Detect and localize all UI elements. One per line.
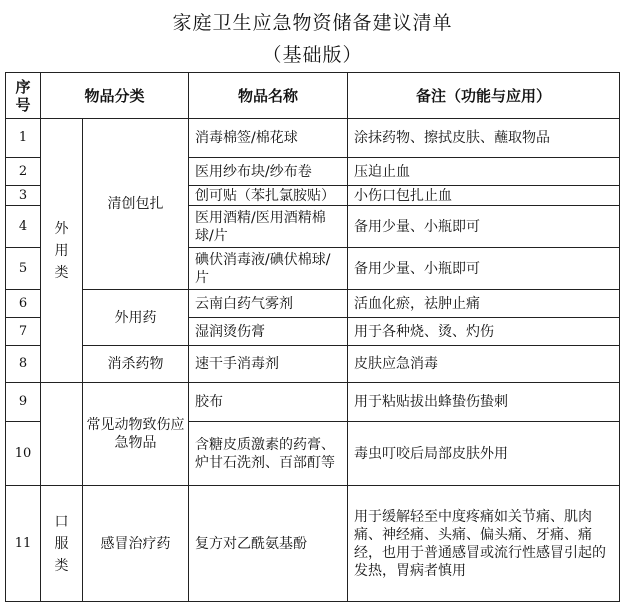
table-row [6,486,620,602]
item-remark: 用于各种烧、烫、灼伤 [348,318,620,346]
document-subtitle: （基础版） [262,44,363,66]
item-remark: 皮肤应急消毒 [348,346,620,383]
table-row [6,383,620,422]
item-remark: 活血化瘀，祛肿止痛 [348,290,620,318]
item-remark: 备用少量、小瓶即可 [348,248,620,290]
item-name: 含糖皮质激素的药膏、炉甘石洗剂、百部酊等 [189,422,348,486]
item-name: 胶布 [189,383,348,422]
header-name: 物品名称 [189,73,348,119]
header-seq: 序 号 [6,73,41,119]
row-number: 7 [6,318,41,346]
subcategory-topical: 外用药 [83,290,189,346]
group-external: 外 用 类 [41,119,83,383]
row-number: 1 [6,119,41,158]
document-title: 家庭卫生应急物资储备建议清单 [172,12,453,34]
item-name: 云南白药气雾剂 [189,290,348,318]
row-number: 9 [6,383,41,422]
row-number: 6 [6,290,41,318]
table-header-row [6,73,620,119]
row-number: 10 [6,422,41,486]
item-name: 碘伏消毒液/碘伏棉球/片 [189,248,348,290]
row-number: 4 [6,206,41,248]
subcategory-wound: 清创包扎 [83,119,189,290]
supplies-table [5,72,620,602]
subcategory-cold: 感冒治疗药 [83,486,189,602]
header-category: 物品分类 [41,73,189,119]
row-number: 3 [6,186,41,206]
subcategory-disinfect: 消杀药物 [83,346,189,383]
item-name: 速干手消毒剂 [189,346,348,383]
item-name: 复方对乙酰氨基酚 [189,486,348,602]
table-row [6,119,620,158]
row-number: 8 [6,346,41,383]
table-row [6,290,620,318]
item-name: 医用酒精/医用酒精棉球/片 [189,206,348,248]
row-number: 11 [6,486,41,602]
item-name: 湿润烫伤膏 [189,318,348,346]
item-remark: 毒虫叮咬后局部皮肤外用 [348,422,620,486]
item-name: 创可贴（苯扎氯胺贴） [189,186,348,206]
item-remark: 用于粘贴拔出蜂蛰伤蛰刺 [348,383,620,422]
row-number: 5 [6,248,41,290]
group-external-cont [41,383,83,486]
subcategory-animal: 常见动物致伤应急物品 [83,383,189,486]
group-oral: 口 服 类 [41,486,83,602]
item-name: 医用纱布块/纱布卷 [189,158,348,186]
item-remark: 备用少量、小瓶即可 [348,206,620,248]
item-remark: 用于缓解轻至中度疼痛如关节痛、肌肉痛、神经痛、头痛、偏头痛、牙痛、痛经，也用于普通感冒或流行性感冒引起的发热，胃病者慎用 [348,486,620,602]
header-remark: 备注（功能与应用） [348,73,620,119]
item-remark: 涂抹药物、擦拭皮肤、蘸取物品 [348,119,620,158]
item-name: 消毒棉签/棉花球 [189,119,348,158]
row-number: 2 [6,158,41,186]
item-remark: 压迫止血 [348,158,620,186]
table-row [6,346,620,383]
item-remark: 小伤口包扎止血 [348,186,620,206]
